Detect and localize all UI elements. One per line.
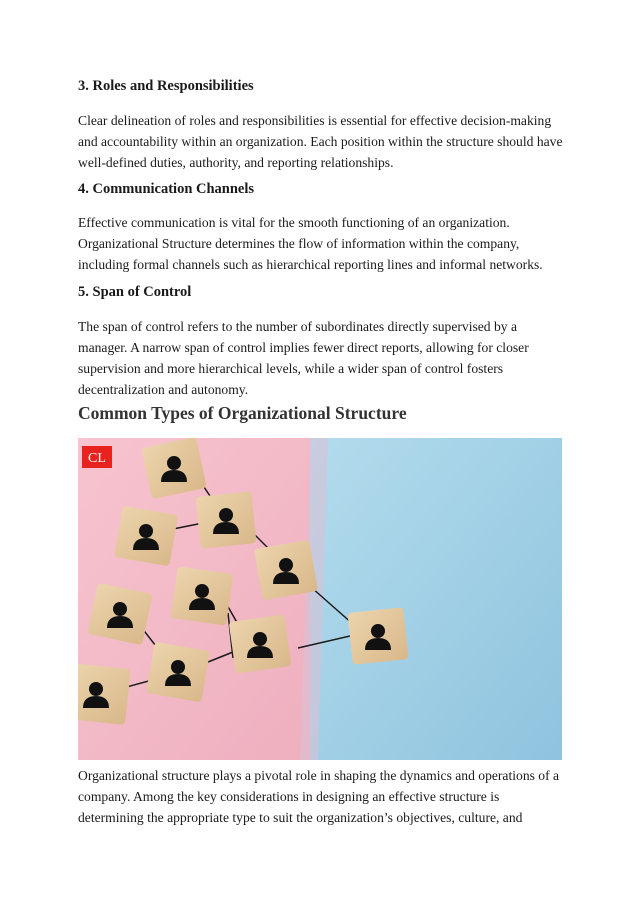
block-8 — [347, 607, 408, 665]
block-2 — [195, 491, 256, 549]
block-5 — [171, 566, 234, 625]
section-heading-roles: 3. Roles and Responsibilities — [78, 78, 254, 94]
cl-logo — [82, 446, 112, 468]
main-heading: Common Types of Organizational Structure — [78, 403, 407, 423]
block-7 — [229, 614, 292, 673]
section-body-roles: Clear delineation of roles and responsibilities is essential for effective decision-making and accountability within an organization. Each position within the structure should have well-defined duties, authority, and reporting relationships. — [78, 113, 563, 170]
blue-background — [310, 438, 562, 760]
org-structure-image — [78, 438, 562, 760]
section-body-span: The span of control refers to the number of subordinates directly supervised by a manager. A narrow span of control implies fewer direct reports, allowing for closer supervision and more hierarchical levels, while a wider span of control fosters decentralization and autonomy. — [78, 319, 529, 397]
section-heading-span: 5. Span of Control — [78, 284, 192, 300]
section-heading-communication: 4. Communication Channels — [78, 181, 255, 197]
block-3 — [114, 506, 178, 567]
section-body-communication: Effective communication is vital for the smooth functioning of an organization. Organizational Structure determines the flow of information within the company, including formal channels such as hierarchical reporting lines and informal networks. — [78, 215, 543, 272]
block-10 — [78, 663, 131, 725]
svg-text:CL: CL — [88, 451, 106, 466]
closing-paragraph: Organizational structure plays a pivotal role in shaping the dynamics and operations of a company. Among the key considerations in designing an effective structure is determining the appropriate type to suit the organization’s objectives, culture, and — [78, 768, 560, 825]
block-9 — [146, 642, 210, 703]
block-4 — [254, 540, 318, 601]
